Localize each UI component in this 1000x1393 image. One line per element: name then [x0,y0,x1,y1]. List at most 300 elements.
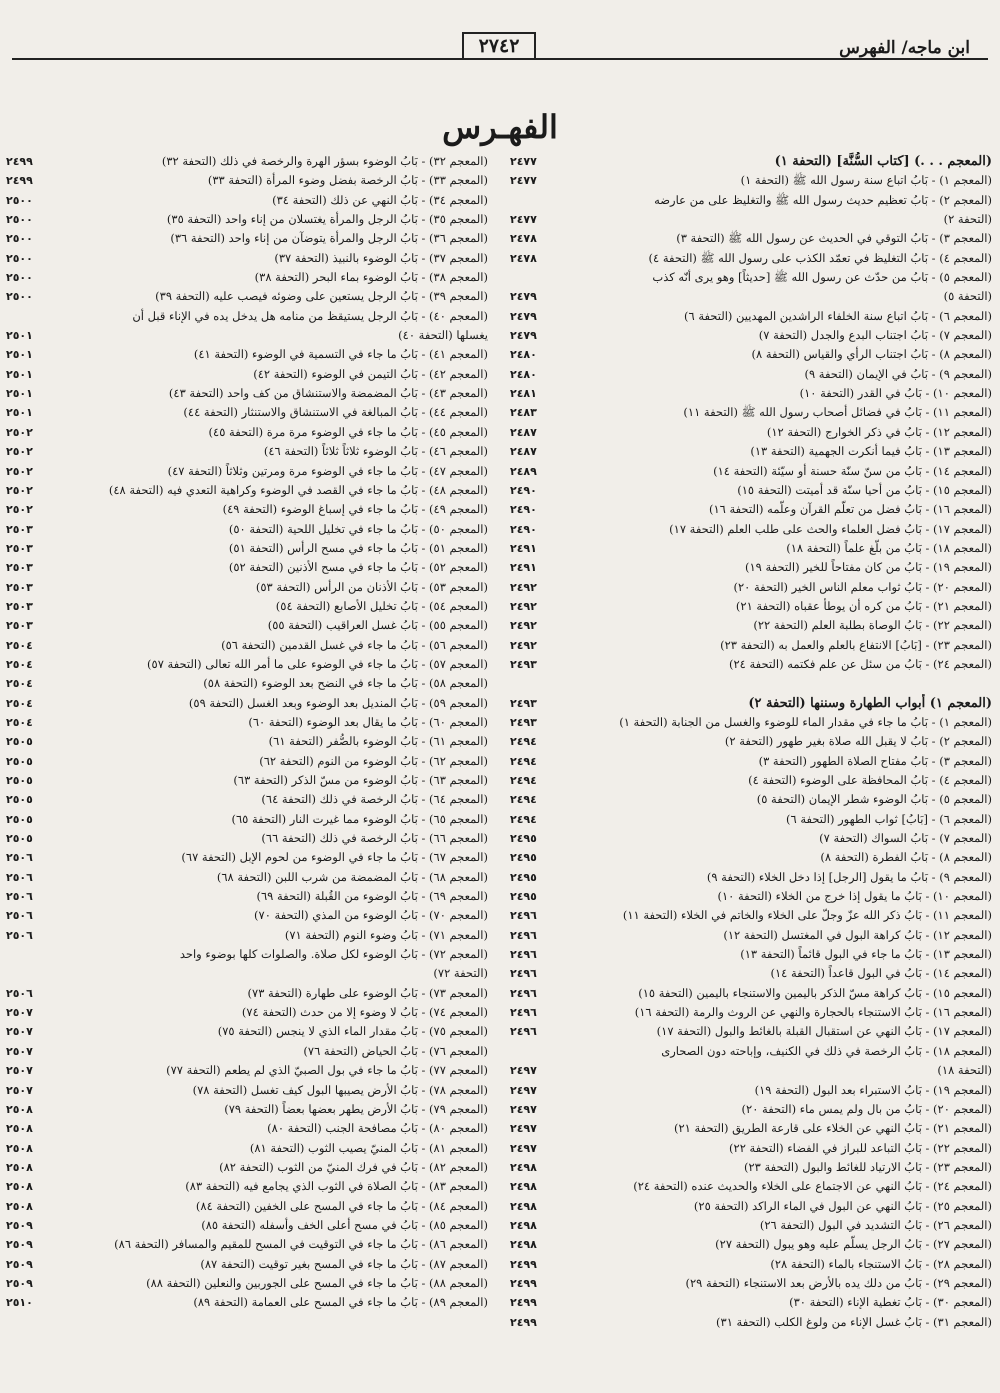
entry-title: (المعجم ٤٣) - بَابُ المضمضة والاستنشاق من كف واحد (التحفة ٤٣) [168,386,488,401]
entry-title: (المعجم ١١) - بَابُ ذكر الله عزّ وجلّ على الخلاء والخاتم في الخلاء (التحفة ١١) [622,908,992,923]
entry-page-number: ٢٤٩٥ [510,851,537,865]
index-entry [6,655,488,674]
entry-page-number: ٢٥٠٤ [6,657,33,671]
entry-title: (المعجم ٨٣) - بَابُ الصلاة في الثوب الذي يجامع فيه (التحفة ٨٣) [185,1179,488,1194]
entry-page-number: ٢٤٩٩ [510,1315,537,1329]
entry-page-number: ٢٥٠٢ [6,503,33,517]
index-entry [510,307,992,326]
index-entry [6,1274,488,1293]
index-entry [510,384,992,403]
entry-page-number: ٢٤٩٣ [510,715,537,729]
entry-title: (المعجم ١٦) - بَابُ فضل من تعلّم القرآن وعلّمه (التحفة ١٦) [708,502,992,517]
index-entry [510,1042,992,1061]
index-entry [6,1235,488,1254]
index-entry [510,926,992,945]
index-entry [6,1022,488,1041]
index-entry [510,790,992,809]
entry-page-number: ٢٥١٠ [6,1296,33,1310]
entry-title: (المعجم ٨٩) - بَابُ ما جاء في المسح على العمامة (التحفة ٨٩) [193,1295,488,1310]
index-entry [510,365,992,384]
entry-title: (المعجم ٨١) - بَابُ المنيّ يصيب الثوب (التحفة ٨١) [249,1140,488,1155]
entry-page-number: ٢٥٠٤ [6,715,33,729]
entry-page-number: ٢٥٠٦ [6,870,33,884]
entry-title: (المعجم ٢٢) - بَابُ التباعد للبراز في الفضاء (التحفة ٢٢) [729,1140,992,1155]
entry-title: (المعجم ٢٣) - [بَابُ] الانتفاع بالعلم والعمل به (التحفة ٢٣) [720,637,992,652]
entry-title: (التحفة ٧٢) [433,966,488,981]
index-entry [6,887,488,906]
index-entry [510,539,992,558]
entry-title: (المعجم ٢١) - بَابُ النهي عن الخلاء على قارعة الطريق (التحفة ٢١) [673,1121,992,1136]
index-entry [510,423,992,442]
entry-title: (المعجم ٩) - بَابُ ما يقول [الرجل] إذا دخل الخلاء (التحفة ٩) [706,869,992,884]
entry-page-number: ٢٥٠٧ [6,1006,33,1020]
entry-page-number: ٢٥٠٩ [6,1276,33,1290]
entry-title: (المعجم ١٠) - بَابُ ما يقول إذا خرج من الخلاء (التحفة ١٠) [717,889,992,904]
index-entry [6,229,488,248]
index-entry [6,1100,488,1119]
entry-title: (المعجم ٥٢) - بَابُ ما جاء في مسح الأذنين (التحفة ٥٢) [228,560,488,575]
index-column-left [6,152,488,1313]
index-entry [510,481,992,500]
index-entry [6,829,488,848]
entry-title: (المعجم ٧٧) - بَابُ ما جاء في بول الصبيّ الذي لم يطعم (التحفة ٧٧) [166,1063,488,1078]
section-heading-row [510,152,992,171]
index-entry [510,462,992,481]
section-heading-row [510,694,992,713]
entry-title: (المعجم ٤٧) - بَابُ ما جاء في الوضوء مرة ومرتين وثلاثاً (التحفة ٤٧) [167,463,488,478]
entry-title: (المعجم ٦٠) - بَابُ ما يقال بعد الوضوء (التحفة ٦٠) [248,714,488,729]
index-entry [510,1216,992,1235]
header-rule [12,58,988,60]
entry-page-number: ٢٥٠٢ [6,445,33,459]
entry-title: (المعجم ٧٦) - بَابُ الحياض (التحفة ٧٦) [303,1043,488,1058]
index-entry [6,810,488,829]
index-entry [510,636,992,655]
index-entry [510,1139,992,1158]
entry-title: (المعجم ١١) - بَابُ في فضائل أصحاب رسول الله ﷺ (التحفة ١١) [683,405,992,420]
entry-page-number: ٢٥٠٥ [6,735,33,749]
index-entry [510,578,992,597]
entry-page-number: ٢٤٩٦ [510,1006,537,1020]
index-entry [510,1158,992,1177]
entry-page-number: ٢٥٠٨ [6,1160,33,1174]
entry-title: (المعجم ٤٢) - بَابُ التيمن في الوضوء (التحفة ٤٢) [253,366,488,381]
entry-title: (المعجم ١٩) - بَابُ من كان مفتاحاً للخير (التحفة ١٩) [744,560,992,575]
entry-page-number: ٢٤٩٨ [510,1180,537,1194]
entry-page-number: ٢٤٩٩ [6,174,33,188]
entry-page-number: ٢٤٩٣ [510,657,537,671]
entry-page-number: ٢٤٩٠ [510,503,537,517]
bleed-through-text [0,0,470,60]
index-entry [510,1293,992,1312]
entry-page-number: ٢٥٠٥ [6,793,33,807]
index-entry [510,732,992,751]
entry-page-number: ٢٤٩٦ [510,948,537,962]
entry-page-number: ٢٤٩٨ [510,1160,537,1174]
index-entry [510,229,992,248]
entry-page-number: ٢٥٠٦ [6,986,33,1000]
index-entry [510,558,992,577]
entry-title: (المعجم ٤) - بَابُ المحافظة على الوضوء (التحفة ٤) [748,773,992,787]
entry-title: (المعجم ٣٤) - بَابُ النهي عن ذلك (التحفة ٣٤) [272,192,488,207]
index-entry [510,442,992,461]
entry-title: (المعجم ٥٥) - بَابُ غسل العراقيب (التحفة ٥٥) [267,618,488,633]
entry-page-number: ٢٤٧٧ [510,213,537,227]
entry-title: (المعجم ٧٠) - بَابُ الوضوء من المذي (التحفة ٧٠) [254,908,488,923]
entry-page-number: ٢٥٠٤ [6,696,33,710]
index-entry [6,326,488,345]
entry-title: (المعجم ٦٩) - بَابُ الوضوء من القُبلة (التحفة ٦٩) [256,889,488,904]
entry-page-number: ٢٥٠٣ [6,522,33,536]
index-entry [6,597,488,616]
index-entry [6,636,488,655]
entry-page-number: ٢٤٩١ [510,541,537,555]
entry-title: (المعجم ٨) - بَابُ الفطرة (التحفة ٨) [820,850,992,865]
entry-page-number: ٢٥٠١ [6,329,33,343]
entry-page-number: ٢٥٠٢ [6,483,33,497]
entry-page-number: ٢٥٠٣ [6,599,33,613]
entry-page-number: ٢٥٠٣ [6,561,33,575]
entry-page-number: ٢٤٩٧ [510,1102,537,1116]
entry-title: (المعجم ٣٢) - بَابُ الوضوء بسؤر الهرة والرخصة في ذلك (التحفة ٣٢) [161,154,488,168]
index-entry [6,713,488,732]
entry-title: (المعجم ١٨) - بَابُ من بلّغ علماً (التحفة ١٨) [786,540,992,555]
entry-title: (المعجم ٣) - بَابُ مفتاح الصلاة الطهور (التحفة ٣) [758,753,992,768]
entry-title: (المعجم ٨٥) - بَابُ في مسح أعلى الخف وأسفله (التحفة ٨٥) [201,1217,488,1232]
index-entry [6,732,488,751]
index-entry [6,578,488,597]
entry-title: (المعجم ٥) - بَابُ الوضوء شطر الإيمان (التحفة ٥) [756,792,992,807]
entry-title: (المعجم ٧١) - بَابُ وضوء النوم (التحفة ٧١) [284,927,488,942]
entry-page-number: ٢٤٨٧ [510,445,537,459]
entry-title: (المعجم ٢٢) - بَابُ الوصاة بطلبة العلم (التحفة ٢٢) [753,618,992,633]
index-entry [510,868,992,887]
index-entry [6,694,488,713]
entry-title: (التحفة ٥) [943,289,992,304]
entry-title: (المعجم ٣٣) - بَابُ الرخصة بفضل وضوء المرأة (التحفة ٣٣) [207,173,488,188]
entry-title: (التحفة ١٨) [937,1063,992,1078]
entry-page-number: ٢٥٠٧ [6,1025,33,1039]
entry-title: (المعجم ٦٦) - بَابُ الرخصة في ذلك (التحفة ٦٦) [261,831,488,846]
entry-page-number: ٢٥٠٨ [6,1102,33,1116]
entry-title: (المعجم ٦٣) - بَابُ الوضوء من مسّ الذكر (التحفة ٦٣) [233,773,488,787]
entry-title: (المعجم ١٤) - بَابُ من سنّ سنّة حسنة أو سيّئة (التحفة ١٤) [713,463,992,478]
entry-page-number: ٢٤٩٦ [510,986,537,1000]
index-entry [6,1197,488,1216]
index-entry [510,964,992,983]
entry-page-number: ٢٤٩٧ [510,1122,537,1136]
entry-page-number: ٢٤٩٨ [510,1238,537,1252]
index-entry [6,1293,488,1312]
entry-title: (المعجم ٤٠) - بَابُ الرجل يستيقظ من منامه هل يدخل يده في الإناء قبل أن [132,308,488,323]
entry-page-number: ٢٥٠٤ [6,638,33,652]
entry-page-number: ٢٥٠٥ [6,812,33,826]
entry-page-number: ٢٥٠٣ [6,541,33,555]
entry-title: (المعجم ٢) - بَابُ لا يقبل الله صلاة بغير طهور (التحفة ٢) [724,734,992,749]
index-entry [510,326,992,345]
entry-title: (المعجم ٣٨) - بَابُ الوضوء بماء البحر (التحفة ٣٨) [254,270,488,285]
entry-title: (المعجم ١٧) - بَابُ النهي عن استقبال القبلة بالغائط والبول (التحفة ١٧) [656,1024,992,1039]
entry-title: (المعجم ١٥) - بَابُ من أحيا سنّة قد أميتت (التحفة ١٥) [737,482,992,497]
entry-page-number: ٢٤٧٩ [510,329,537,343]
entry-title: (المعجم ٥٤) - بَابُ تخليل الأصابع (التحفة ٥٤) [275,598,488,613]
index-entry [510,945,992,964]
entry-page-number: ٢٤٩٩ [510,1296,537,1310]
index-entry [6,191,488,210]
entry-page-number: ٢٤٨٧ [510,425,537,439]
entry-title: (المعجم ٢٧) - بَابُ الرجل يسلّم عليه وهو يبول (التحفة ٢٧) [715,1237,992,1252]
index-entry [6,365,488,384]
index-entry [6,1061,488,1080]
entry-page-number: ٢٤٩٢ [510,599,537,613]
index-entry [510,713,992,732]
entry-page-number: ٢٤٩١ [510,561,537,575]
entry-page-number: ٢٤٩٦ [510,967,537,981]
entry-title: (المعجم ٦٨) - بَابُ المضمضة من شرب اللبن (التحفة ٦٨) [216,869,488,884]
entry-page-number: ٢٤٩٢ [510,580,537,594]
entry-page-number: ٢٤٧٨ [510,232,537,246]
entry-page-number: ٢٥٠٩ [6,1218,33,1232]
index-entry [510,191,992,210]
entry-page-number: ٢٥٠٨ [6,1180,33,1194]
index-entry [510,655,992,674]
index-entry [510,345,992,364]
index-entry [510,906,992,925]
entry-page-number: ٢٥٠٨ [6,1122,33,1136]
index-entry [510,829,992,848]
entry-page-number: ٢٤٩٠ [510,483,537,497]
entry-page-number: ٢٤٨٠ [510,367,537,381]
index-entry [6,481,488,500]
entry-title: (المعجم ٦) - [بَابُ] ثواب الطهور (التحفة ٦) [786,811,992,826]
entry-title: (المعجم ٧٨) - بَابُ الأرض يصيبها البول كيف تغسل (التحفة ٧٨) [192,1082,488,1097]
entry-page-number: ٢٥٠٥ [6,754,33,768]
index-entry [6,462,488,481]
entry-page-number: ٢٤٩٤ [510,774,537,787]
entry-title: (المعجم ٧٤) - بَابُ لا وضوء إلا من حدث (التحفة ٧٤) [241,1005,488,1020]
entry-title: (المعجم ٢٣) - بَابُ الارتياد للغائط والبول (التحفة ٢٣) [744,1159,992,1174]
entry-title: (المعجم ٨) - بَابُ اجتناب الرأي والقياس (التحفة ٨) [751,347,992,362]
entry-title: (المعجم ١٠) - بَابُ في القدر (التحفة ١٠) [799,386,992,401]
index-entry [510,403,992,422]
index-entry [510,597,992,616]
entry-page-number: ٢٥٠٥ [6,774,33,787]
index-entry [510,752,992,771]
index-entry [510,1003,992,1022]
entry-page-number: ٢٤٩٦ [510,909,537,923]
entry-title: (المعجم ٦٤) - بَابُ الرخصة في ذلك (التحفة ٦٤) [261,792,488,807]
entry-page-number: ٢٤٩٥ [510,832,537,846]
entry-page-number: ٢٤٧٩ [510,309,537,323]
entry-title: (المعجم ٧٩) - بَابُ الأرض يطهر بعضها بعضاً (التحفة ٧٩) [224,1101,488,1116]
index-entry [6,616,488,635]
entry-title: (المعجم ٥١) - بَابُ ما جاء في مسح الرأس (التحفة ٥١) [228,540,488,555]
index-entry [6,520,488,539]
index-entry [6,1081,488,1100]
entry-title: (المعجم ٨٢) - بَابُ في فرك المنيّ من الثوب (التحفة ٨٢) [219,1159,488,1174]
entry-page-number: ٢٥٠٠ [6,271,33,285]
entry-title: (المعجم ٧) - بَابُ اجتناب البدع والجدل (التحفة ٧) [758,328,992,343]
entry-page-number: ٢٤٧٧ [510,155,537,168]
entry-title: (المعجم ٦) - بَابُ اتباع سنة الخلفاء الراشدين المهديين (التحفة ٦) [683,308,992,323]
entry-title: (المعجم . . .) [كتاب السُّنَّة] (التحفة ١) [774,154,992,169]
index-entry [510,984,992,1003]
section-gap [510,674,992,693]
entry-title: (المعجم ٧٣) - بَابُ الوضوء على طهارة (التحفة ٧٣) [247,985,488,1000]
entry-page-number: ٢٥٠١ [6,367,33,381]
index-entry [510,249,992,268]
entry-page-number: ٢٥٠١ [6,406,33,420]
entry-page-number: ٢٤٩٨ [510,1218,537,1232]
entry-page-number: ٢٥٠١ [6,348,33,362]
entry-title: (المعجم ١٦) - بَابُ الاستنجاء بالحجارة والنهي عن الروث والرمة (التحفة ١٦) [634,1005,992,1020]
entry-title: (المعجم ١٢) - بَابُ كراهة البول في المغتسل (التحفة ١٢) [723,927,992,942]
entry-title: (المعجم ٣٦) - بَابُ الرجل والمرأة يتوضآن من إناء واحد (التحفة ٣٦) [170,231,488,246]
index-entry [6,287,488,306]
index-entry [6,307,488,326]
index-entry [510,848,992,867]
index-entry [6,384,488,403]
entry-title: (المعجم ١٤) - بَابُ في البول قاعداً (التحفة ١٤) [770,966,992,981]
entry-page-number: ٢٥٠٦ [6,909,33,923]
entry-title: (المعجم ٨٦) - بَابُ ما جاء في التوقيت في المسح للمقيم والمسافر (التحفة ٨٦) [114,1237,488,1252]
entry-title: (المعجم ٣٩) - بَابُ الرجل يستعين على وضوئه فيصب عليه (التحفة ٣٩) [155,289,488,304]
entry-page-number: ٢٤٧٩ [510,290,537,304]
entry-title: (المعجم ٥٨) - بَابُ ما جاء في النضح بعد الوضوء (التحفة ٥٨) [203,676,488,691]
entry-title: (المعجم ١٥) - بَابُ كراهة مسّ الذكر باليمين والاستنجاء باليمين (التحفة ١٥) [638,985,992,1000]
entry-page-number: ٢٤٩٥ [510,890,537,904]
entry-page-number: ٢٥٠٢ [6,425,33,439]
index-entry [510,1274,992,1293]
index-entry [510,1081,992,1100]
index-entry [510,287,992,306]
index-entry [6,1255,488,1274]
entry-title: (المعجم ٢٠) - بَابُ من بال ولم يمس ماء (التحفة ٢٠) [741,1101,992,1116]
entry-page-number: ٢٤٩٩ [6,155,33,168]
entry-title: (المعجم ٧٢) - بَابُ الوضوء لكل صلاة. والصلوات كلها بوضوء واحد [179,947,488,962]
index-column-right [510,152,992,1332]
entry-page-number: ٢٥٠٦ [6,851,33,865]
entry-title: (المعجم ٣٠) - بَابُ تغطية الإناء (التحفة ٣٠) [789,1295,992,1310]
entry-title: (المعجم ١) أبواب الطهارة وسننها (التحفة ٢) [748,695,992,711]
index-entry [6,539,488,558]
entry-title: (المعجم ٥٣) - بَابُ الأذنان من الرأس (التحفة ٥٣) [255,579,488,594]
entry-page-number: ٢٥٠٥ [6,832,33,846]
index-entry [6,926,488,945]
entry-page-number: ٢٤٧٨ [510,251,537,265]
entry-page-number: ٢٤٩٠ [510,522,537,536]
entry-title: (المعجم ٢٨) - بَابُ الاستنجاء بالماء (التحفة ٢٨) [770,1256,992,1271]
entry-page-number: ٢٤٩٢ [510,619,537,633]
entry-page-number: ٢٥٠٠ [6,232,33,246]
entry-title: (المعجم ٤٦) - بَابُ الوضوء ثلاثاً ثلاثاً (التحفة ٤٦) [263,444,488,459]
entry-title: (المعجم ٢) - بَابُ تعظيم حديث رسول الله ﷺ والتغليظ على من عارضه [654,192,992,207]
entry-page-number: ٢٥٠٣ [6,580,33,594]
index-entry [6,152,488,171]
index-entry [6,423,488,442]
entry-page-number: ٢٥٠٩ [6,1257,33,1271]
entry-page-number: ٢٤٩٤ [510,793,537,807]
index-entry [6,249,488,268]
index-entry [510,1119,992,1138]
entry-page-number: ٢٤٩٤ [510,812,537,826]
entry-page-number: ٢٥٠٤ [6,677,33,691]
entry-page-number: ٢٥٠٧ [6,1083,33,1097]
index-entry [6,1216,488,1235]
entry-title: (المعجم ٢٥) - بَابُ النهي عن البول في الماء الراكد (التحفة ٢٥) [693,1198,992,1213]
entry-title: (المعجم ٤٤) - بَابُ المبالغة في الاستنشاق والاستنثار (التحفة ٤٤) [183,405,488,420]
index-entry [6,790,488,809]
index-entry [510,210,992,229]
index-entry [6,674,488,693]
index-entry [510,1100,992,1119]
entry-page-number: ٢٤٩٥ [510,870,537,884]
index-entry [510,771,992,790]
index-entry [510,171,992,190]
entry-title: (المعجم ٢٤) - بَابُ النهي عن الاجتماع على الخلاء والحديث عنده (التحفة ٢٤) [633,1179,992,1194]
index-entry [6,500,488,519]
entry-title: (المعجم ٤٥) - بَابُ ما جاء في الوضوء مرة مرة (التحفة ٤٥) [208,424,488,439]
index-entry [6,945,488,964]
entry-page-number: ٢٥٠٨ [6,1199,33,1213]
entry-title: (المعجم ٥٩) - بَابُ المنديل بعد الوضوء وبعد الغسل (التحفة ٥٩) [188,695,488,710]
index-entry [510,500,992,519]
entry-title: (المعجم ١٢) - بَابُ في ذكر الخوارج (التحفة ١٢) [766,424,992,439]
entry-title: (المعجم ١) - بَابُ اتباع سنة رسول الله ﷺ (التحفة ١) [740,173,992,188]
entry-title: (المعجم ٢١) - بَابُ من كره أن يوطأ عقباه (التحفة ٢١) [735,598,992,613]
entry-title: (المعجم ٨٨) - بَابُ ما جاء في المسح على الجوربين والنعلين (التحفة ٨٨) [146,1275,488,1290]
entry-page-number: ٢٥٠٧ [6,1044,33,1058]
index-entry [510,1177,992,1196]
index-entry [6,210,488,229]
index-entry [6,752,488,771]
index-entry [510,1061,992,1080]
entry-title: (المعجم ١٣) - بَابُ ما جاء في البول قائماً (التحفة ١٣) [740,947,992,962]
entry-page-number: ٢٥٠٢ [6,464,33,478]
entry-page-number: ٢٤٩٣ [510,696,537,710]
entry-title: (المعجم ٣) - بَابُ التوقي في الحديث عن رسول الله ﷺ (التحفة ٣) [676,231,992,246]
entry-page-number: ٢٤٩٩ [510,1276,537,1290]
entry-title: (المعجم ٣٧) - بَابُ الوضوء بالنبيذ (التحفة ٣٧) [274,250,488,265]
entry-title: (المعجم ٢٠) - بَابُ ثواب معلم الناس الخير (التحفة ٢٠) [733,579,992,594]
entry-page-number: ٢٤٨١ [510,387,537,401]
index-entry [510,520,992,539]
index-entry [6,1158,488,1177]
index-entry [6,1042,488,1061]
index-entry [6,964,488,983]
entry-title: (المعجم ٢٤) - بَابُ من سئل عن علم فكتمه (التحفة ٢٤) [728,656,992,671]
index-entry [6,984,488,1003]
entry-title: (المعجم ٦١) - بَابُ الوضوء بالصُّفر (التحفة ٦١) [268,734,488,749]
entry-title: (المعجم ٤١) - بَابُ ما جاء في التسمية في الوضوء (التحفة ٤١) [193,347,488,362]
index-entry [510,1235,992,1254]
entry-title: (المعجم ٨٤) - بَابُ ما جاء في المسح على الخفين (التحفة ٨٤) [195,1198,488,1213]
entry-title: (المعجم ٦٢) - بَابُ الوضوء من النوم (التحفة ٦٢) [259,753,488,768]
entry-page-number: ٢٤٩٤ [510,735,537,749]
entry-title: (المعجم ٩) - بَابُ في الإيمان (التحفة ٩) [804,366,992,381]
entry-page-number: ٢٥٠١ [6,387,33,401]
entry-title: (المعجم ٨٠) - بَابُ مصافحة الجنب (التحفة ٨٠) [267,1121,488,1136]
entry-title: (المعجم ٦٥) - بَابُ الوضوء مما غيرت النار (التحفة ٦٥) [231,811,488,826]
entry-page-number: ٢٤٨٩ [510,464,537,478]
index-entry [6,771,488,790]
index-entry [6,171,488,190]
entry-title: (المعجم ٤٩) - بَابُ ما جاء في إسباغ الوضوء (التحفة ٤٩) [222,502,488,517]
entry-page-number: ٢٤٩٦ [510,1025,537,1039]
entry-page-number: ٢٥٠٩ [6,1238,33,1252]
index-entry [6,1003,488,1022]
entry-title: (المعجم ١) - بَابُ ما جاء في مقدار الماء للوضوء والغسل من الجنابة (التحفة ١) [619,714,992,729]
